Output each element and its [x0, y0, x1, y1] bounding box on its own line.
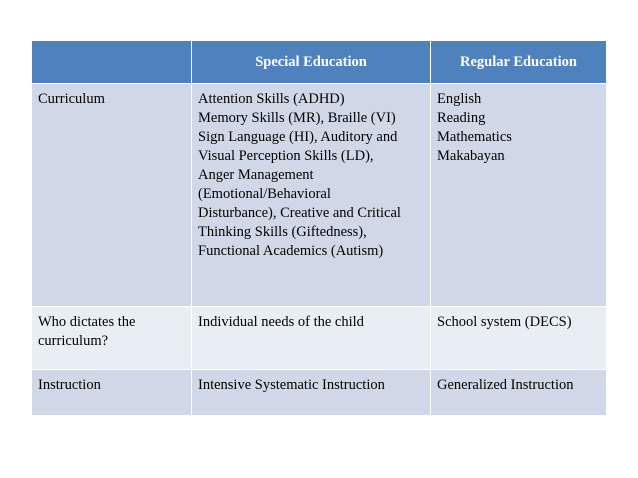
row-label-cell	[32, 370, 192, 416]
cell-line: School system (DECS)	[437, 314, 572, 330]
row-label-cell	[32, 84, 192, 307]
header-special-education: Special Education	[192, 41, 431, 84]
cell-line: Visual Perception Skills (LD),	[198, 148, 374, 164]
cell-line: Generalized Instruction	[437, 377, 574, 393]
row-label-line: Who dictates the	[38, 314, 136, 330]
row-label-cell	[32, 307, 192, 370]
cell-line: (Emotional/Behavioral	[198, 186, 331, 202]
cell-line: Individual needs of the child	[198, 314, 364, 330]
header-regular-education: Regular Education	[431, 41, 607, 84]
special-education-cell	[192, 307, 431, 370]
cell-line: Sign Language (HI), Auditory and	[198, 129, 398, 145]
regular-education-cell	[431, 370, 607, 416]
cell-line: Disturbance), Creative and Critical	[198, 205, 401, 221]
table-row-instruction	[32, 370, 607, 416]
header-empty-cell	[32, 41, 192, 84]
cell-line: Attention Skills (ADHD)	[198, 91, 345, 107]
cell-line: English	[437, 91, 482, 107]
cell-line: Functional Academics (Autism)	[198, 243, 384, 259]
table-row-curriculum	[32, 84, 607, 307]
special-education-cell	[192, 84, 431, 307]
special-education-cell	[192, 370, 431, 416]
row-label-line: curriculum?	[38, 333, 109, 349]
cell-line: Makabayan	[437, 148, 505, 164]
cell-line: Memory Skills (MR), Braille (VI)	[198, 110, 396, 126]
table-row-who-dictates	[32, 307, 607, 370]
regular-education-cell	[431, 84, 607, 307]
cell-line: Intensive Systematic Instruction	[198, 377, 385, 393]
comparison-table	[31, 40, 607, 416]
header-row	[32, 41, 607, 84]
cell-line: Reading	[437, 110, 486, 126]
regular-education-cell	[431, 307, 607, 370]
row-label-line: Curriculum	[38, 91, 105, 107]
row-label-line: Instruction	[38, 377, 101, 393]
cell-line: Mathematics	[437, 129, 512, 145]
cell-line: Thinking Skills (Giftedness),	[198, 224, 367, 240]
cell-line: Anger Management	[198, 167, 314, 183]
